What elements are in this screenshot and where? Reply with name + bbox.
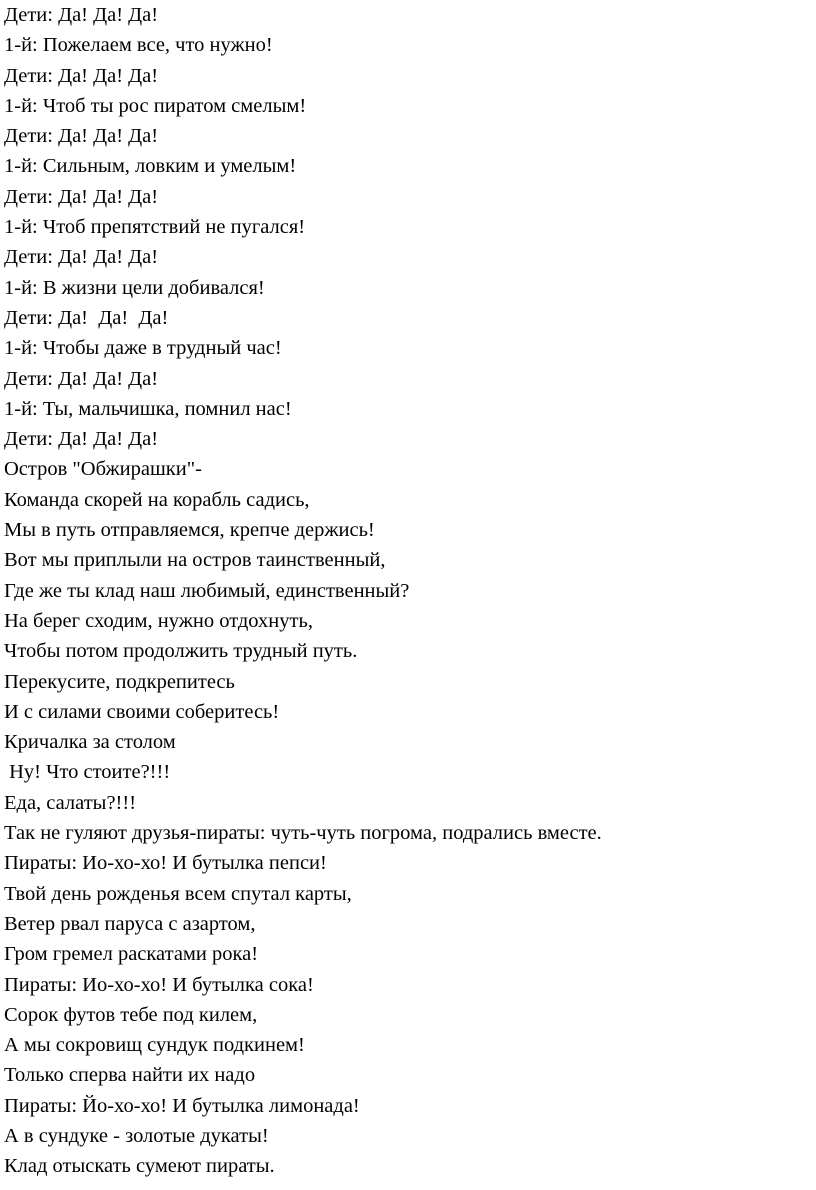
- text-line-12: 1-й: Чтобы даже в трудный час!: [4, 337, 282, 360]
- text-line-30: Твой день рожденья всем спутал карты,: [4, 882, 352, 905]
- text-line-1: Дети: Да! Да! Да!: [4, 4, 159, 26]
- text-line-17: Команда скорей на корабль садись,: [4, 488, 310, 511]
- text-line-22: Чтобы потом продолжить трудный путь.: [4, 640, 358, 663]
- text-line-34: Сорок футов тебе под килем,: [4, 1003, 258, 1026]
- text-line-27: Еда, салаты?!!!: [4, 791, 137, 814]
- text-line-29: Пираты: Ио-хо-хо! И бутылка пепси!: [4, 852, 327, 875]
- text-line-28: Так не гуляют друзья-пираты: чуть-чуть погрома, подрались вместе.: [4, 822, 602, 845]
- text-line-20: Где же ты клад наш любимый, единственный?: [4, 579, 410, 602]
- text-line-38: А в сундуке - золотые дукаты!: [4, 1124, 269, 1147]
- text-line-14: 1-й: Ты, мальчишка, помнил нас!: [4, 397, 292, 420]
- text-line-25: Кричалка за столом: [4, 731, 176, 754]
- text-line-19: Вот мы приплыли на остров таинственный,: [4, 549, 386, 572]
- text-line-2: 1-й: Пожелаем все, что нужно!: [4, 34, 273, 57]
- text-line-21: На берег сходим, нужно отдохнуть,: [4, 609, 313, 632]
- text-line-35: А мы сокровищ сундук подкинем!: [4, 1034, 305, 1057]
- text-line-24: И с силами своими соберитесь!: [4, 700, 280, 723]
- text-line-7: Дети: Да! Да! Да!: [4, 185, 159, 208]
- text-line-37: Пираты: Йо-хо-хо! И бутылка лимонада!: [4, 1094, 360, 1117]
- text-line-33: Пираты: Ио-хо-хо! И бутылка сока!: [4, 973, 314, 996]
- text-line-16: Остров "Обжирашки"-: [4, 458, 202, 481]
- text-line-23: Перекусите, подкрепитесь: [4, 670, 235, 693]
- text-line-6: 1-й: Сильным, ловким и умелым!: [4, 155, 297, 178]
- text-line-26: Ну! Что стоите?!!!: [4, 761, 171, 784]
- text-line-31: Ветер рвал паруса с азартом,: [4, 912, 256, 935]
- text-line-8: 1-й: Чтоб препятствий не пугался!: [4, 216, 306, 239]
- text-line-10: 1-й: В жизни цели добивался!: [4, 276, 265, 299]
- text-line-11: Дети: Да! Да! Да!: [4, 306, 169, 329]
- text-line-9: Дети: Да! Да! Да!: [4, 246, 159, 269]
- text-line-32: Гром гремел раскатами рока!: [4, 943, 259, 966]
- text-line-13: Дети: Да! Да! Да!: [4, 367, 159, 390]
- text-line-15: Дети: Да! Да! Да!: [4, 428, 159, 451]
- text-line-5: Дети: Да! Да! Да!: [4, 125, 159, 148]
- text-line-39: Клад отыскать сумеют пираты.: [4, 1155, 275, 1178]
- text-line-18: Мы в путь отправляемся, крепче держись!: [4, 519, 375, 542]
- text-line-36: Только сперва найти их надо: [4, 1064, 256, 1087]
- text-line-3: Дети: Да! Да! Да!: [4, 64, 159, 87]
- text-line-4: 1-й: Чтоб ты рос пиратом смелым!: [4, 94, 307, 117]
